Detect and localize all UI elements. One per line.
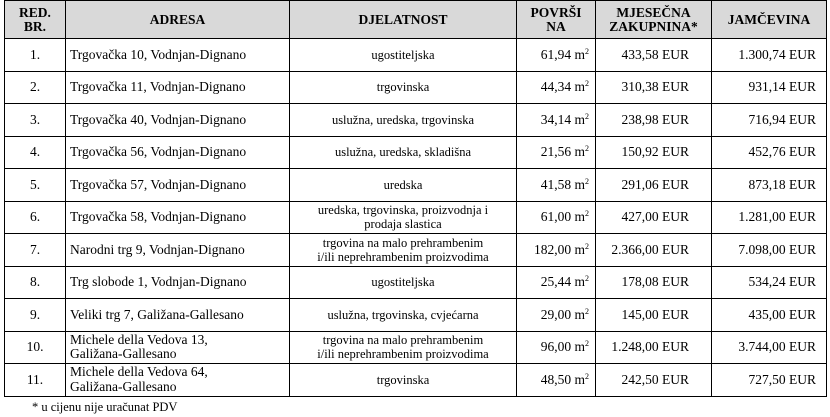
cell-address: Trgovačka 40, Vodnjan-Dignano bbox=[66, 104, 290, 137]
cell-area: 48,50 $m^2$ bbox=[517, 364, 596, 397]
table-row bbox=[5, 299, 827, 332]
cell-area: 44,34 $m^2$ bbox=[517, 71, 596, 104]
cell-deposit: 1.281,00 EUR bbox=[712, 201, 827, 234]
cell-no: 11. bbox=[5, 364, 66, 397]
cell-activity: uredska bbox=[290, 169, 517, 202]
cell-deposit: 452,76 EUR bbox=[712, 136, 827, 169]
table-row bbox=[5, 266, 827, 299]
cell-no: 3. bbox=[5, 104, 66, 137]
header-rent: MJESEČNA ZAKUPNINA* bbox=[596, 1, 712, 39]
cell-rent: 2.366,00 EUR bbox=[596, 234, 712, 267]
cell-deposit: 1.300,74 EUR bbox=[712, 39, 827, 72]
header-address: ADRESA bbox=[66, 1, 290, 39]
cell-address: Trgovačka 57, Vodnjan-Dignano bbox=[66, 169, 290, 202]
table-row bbox=[5, 234, 827, 267]
cell-address: Trgovačka 11, Vodnjan-Dignano bbox=[66, 71, 290, 104]
cell-deposit: 3.744,00 EUR bbox=[712, 331, 827, 364]
cell-address: Trgovačka 58, Vodnjan-Dignano bbox=[66, 201, 290, 234]
cell-rent: 150,92 EUR bbox=[596, 136, 712, 169]
cell-no: 5. bbox=[5, 169, 66, 202]
table-row bbox=[5, 364, 827, 397]
cell-deposit: 534,24 EUR bbox=[712, 266, 827, 299]
cell-deposit: 716,94 EUR bbox=[712, 104, 827, 137]
cell-activity: uredska, trgovinska, proizvodnja i prodaja slastica bbox=[290, 201, 517, 234]
cell-no: 1. bbox=[5, 39, 66, 72]
cell-area: 34,14 $m^2$ bbox=[517, 104, 596, 137]
cell-no: 7. bbox=[5, 234, 66, 267]
cell-deposit: 727,50 EUR bbox=[712, 364, 827, 397]
cell-activity: trgovinska bbox=[290, 364, 517, 397]
cell-rent: 1.248,00 EUR bbox=[596, 331, 712, 364]
cell-activity: ugostiteljska bbox=[290, 266, 517, 299]
cell-rent: 427,00 EUR bbox=[596, 201, 712, 234]
cell-area: 25,44 $m^2$ bbox=[517, 266, 596, 299]
cell-no: 4. bbox=[5, 136, 66, 169]
cell-address: Michele della Vedova 64, Galižana-Gallesano bbox=[66, 364, 290, 397]
header-no: RED. BR. bbox=[5, 1, 66, 39]
cell-deposit: 7.098,00 EUR bbox=[712, 234, 827, 267]
cell-address: Narodni trg 9, Vodnjan-Dignano bbox=[66, 234, 290, 267]
cell-address: Trgovačka 10, Vodnjan-Dignano bbox=[66, 39, 290, 72]
cell-rent: 310,38 EUR bbox=[596, 71, 712, 104]
cell-rent: 433,58 EUR bbox=[596, 39, 712, 72]
header-deposit: JAMČEVINA bbox=[712, 1, 827, 39]
table-row bbox=[5, 71, 827, 104]
cell-deposit: 931,14 EUR bbox=[712, 71, 827, 104]
cell-activity: uslužna, uredska, skladišna bbox=[290, 136, 517, 169]
table-row bbox=[5, 39, 827, 72]
footnote: * u cijenu nije uračunat PDV bbox=[32, 400, 178, 414]
table-row bbox=[5, 201, 827, 234]
cell-area: 41,58 $m^2$ bbox=[517, 169, 596, 202]
cell-activity: trgovina na malo prehrambenim i/ili neprehrambenim proizvodima bbox=[290, 234, 517, 267]
cell-activity: uslužna, trgovinska, cvjećarna bbox=[290, 299, 517, 332]
cell-no: 2. bbox=[5, 71, 66, 104]
cell-rent: 238,98 EUR bbox=[596, 104, 712, 137]
cell-no: 8. bbox=[5, 266, 66, 299]
header-activity: DJELATNOST bbox=[290, 1, 517, 39]
cell-activity: trgovina na malo prehrambenim i/ili neprehrambenim proizvodima bbox=[290, 331, 517, 364]
cell-area: 21,56 $m^2$ bbox=[517, 136, 596, 169]
cell-address: Michele della Vedova 13, Galižana-Gallesano bbox=[66, 331, 290, 364]
cell-no: 6. bbox=[5, 201, 66, 234]
cell-deposit: 873,18 EUR bbox=[712, 169, 827, 202]
cell-rent: 145,00 EUR bbox=[596, 299, 712, 332]
cell-rent: 178,08 EUR bbox=[596, 266, 712, 299]
cell-address: Veliki trg 7, Galižana-Gallesano bbox=[66, 299, 290, 332]
header-area: POVRŠI NA bbox=[517, 1, 596, 39]
cell-no: 9. bbox=[5, 299, 66, 332]
cell-area: 182,00 $m^2$ bbox=[517, 234, 596, 267]
cell-no: 10. bbox=[5, 331, 66, 364]
header-row bbox=[5, 1, 827, 39]
lease-table bbox=[4, 0, 827, 397]
cell-deposit: 435,00 EUR bbox=[712, 299, 827, 332]
cell-area: 29,00 $m^2$ bbox=[517, 299, 596, 332]
table-row bbox=[5, 136, 827, 169]
table-row bbox=[5, 331, 827, 364]
cell-address: Trgovačka 56, Vodnjan-Dignano bbox=[66, 136, 290, 169]
cell-activity: ugostiteljska bbox=[290, 39, 517, 72]
cell-area: 61,00 $m^2$ bbox=[517, 201, 596, 234]
cell-activity: uslužna, uredska, trgovinska bbox=[290, 104, 517, 137]
cell-area: 96,00 $m^2$ bbox=[517, 331, 596, 364]
table-row bbox=[5, 104, 827, 137]
cell-address: Trg slobode 1, Vodnjan-Dignano bbox=[66, 266, 290, 299]
cell-rent: 291,06 EUR bbox=[596, 169, 712, 202]
table-row bbox=[5, 169, 827, 202]
cell-area: 61,94 $m^2$ bbox=[517, 39, 596, 72]
cell-rent: 242,50 EUR bbox=[596, 364, 712, 397]
cell-activity: trgovinska bbox=[290, 71, 517, 104]
